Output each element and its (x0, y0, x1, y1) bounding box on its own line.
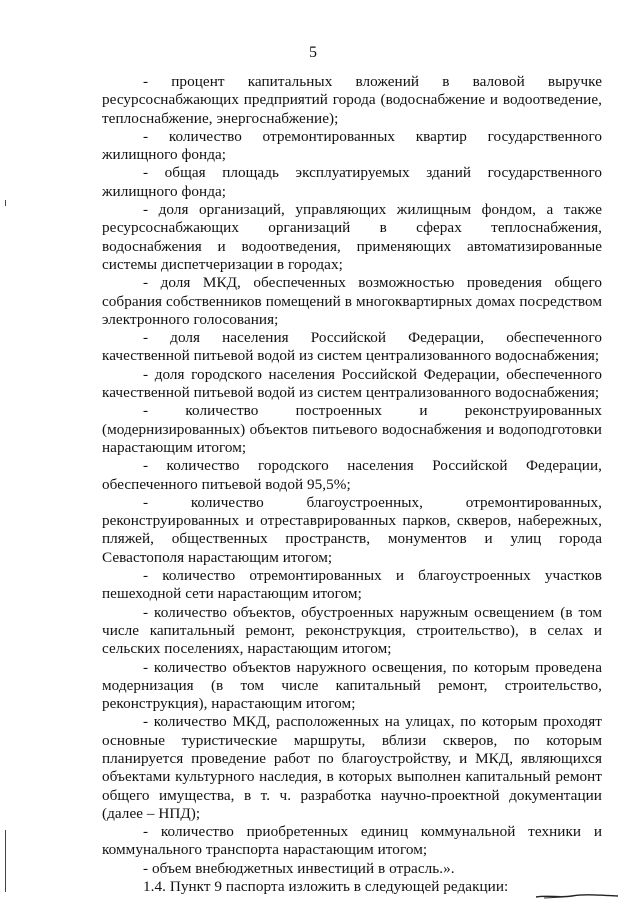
paragraph-repaired-apartments: - количество отремонтированных квартир государственного жилищного фонда; (102, 127, 602, 164)
paragraph-tourist-routes-mkd: - количество МКД, расположенных на улицах, по которым проходят основные туристические маршруты, вблизи скверов, по которым планируется проведение работ по благоустройству, и МКД, являющихся объектами культурного наследия, в которых выполнен капитальный ремонт общего имущества, в т. ч. разработка научно-проектной документации (далее – НПД); (102, 713, 602, 822)
document-body (102, 73, 602, 896)
paragraph-capital-investment: - процент капитальных вложений в валовой выручке ресурсоснабжающих предприятий города (водоснабжение и водоотведение, теплоснабжение, энергоснабжение); (102, 73, 602, 127)
paragraph-outdoor-lighting-villages: - количество объектов, обустроенных наружным освещением (в том числе капитальный ремонт, реконструкция, строительство), в селах и сельских поселениях, нарастающим итогом; (102, 603, 602, 658)
paragraph-population-water: - доля населения Российской Федерации, обеспеченного качественной питьевой водой из систем централизованного водоснабжения; (102, 329, 602, 365)
paragraph-drinking-water-share: - количество городского населения Российской Федерации, обеспеченного питьевой водой 95,5%; (102, 457, 602, 493)
paragraph-urban-population-water: - доля городского населения Российской Федерации, обеспеченного качественной питьевой водой из систем централизованного водоснабжения; (102, 365, 602, 402)
paragraph-electronic-voting: - доля МКД, обеспеченных возможностью проведения общего собрания собственников помещений в многоквартирных домах посредством электронного голосования; (102, 274, 602, 328)
signature-stroke (534, 893, 620, 899)
paragraph-parks-squares: - количество благоустроенных, отремонтированных, реконструированных и отреставрированных парков, скверов, набережных, пляжей, общественных пространств, монументов и улиц города Севастополя нарастающим итогом; (102, 493, 602, 566)
paragraph-building-area: - общая площадь эксплуатируемых зданий государственного жилищного фонда; (102, 164, 602, 200)
paragraph-extrabudgetary-investment: - объем внебюджетных инвестиций в отрасль.». (143, 859, 455, 877)
page-number: 5 (309, 44, 317, 61)
scan-edge-mark (5, 830, 6, 892)
paragraph-item-1-4: 1.4. Пункт 9 паспорта изложить в следующей редакции: (143, 878, 509, 896)
paragraph-lighting-modernization: - количество объектов наружного освещения, по которым проведена модернизация (в том числе капитальный ремонт, строительство, реконструкция), нарастающим итогом; (102, 658, 602, 713)
paragraph-pedestrian-network: - количество отремонтированных и благоустроенных участков пешеходной сети нарастающим итогом; (102, 567, 602, 603)
scan-edge-mark (5, 200, 6, 206)
paragraph-water-facilities: - количество построенных и реконструированных (модернизированных) объектов питьевого водоснабжения и водоподготовки нарастающим итогом; (102, 402, 602, 456)
paragraph-utility-vehicles: - количество приобретенных единиц коммунальной техники и коммунального транспорта нарастающим итогом; (102, 823, 602, 859)
paragraph-dispatch-automation: - доля организаций, управляющих жилищным фондом, а также ресурсоснабжающих организаций в сферах теплоснабжения, водоснабжения и водоотведения, применяющих автоматизированные системы диспетчеризации в городах; (102, 201, 602, 273)
